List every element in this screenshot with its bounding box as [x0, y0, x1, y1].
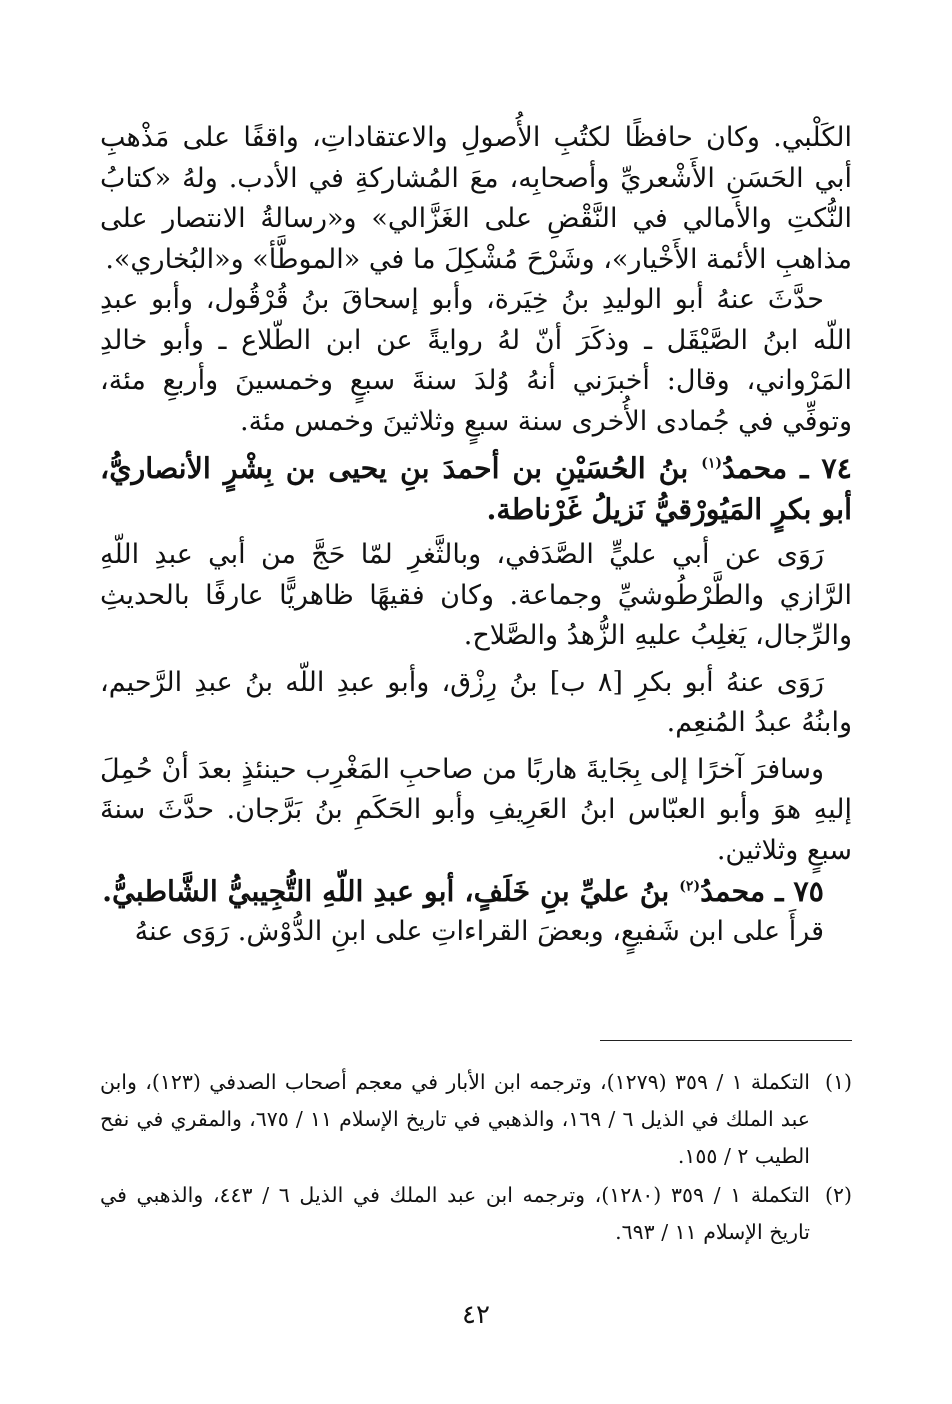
- paragraph-1: الكَلْبي. وكان حافظًا لكتُبِ الأُصولِ والاعتقاداتِ، واقفًا على مَذْهبِ أبي الحَسَنِ الأَشْعريِّ وأصحابِه، معَ المُشاركةِ في الأدب. ولهُ «كتابُ النُّكتِ والأمالي في النَّقْضِ على الغَزَّالي» و«رسالةُ الانتصار على مذاهبِ الأئمة الأَخْيار»، وشَرْحَ مُشْكِلَ ما في «الموطَّأ» و«البُخاري».: [100, 122, 852, 275]
- entry-75-name: بنُ عليِّ بنِ خَلَفٍ، أبو عبدِ اللّهِ التُّجِيبيُّ الشَّاطبيُّ.: [102, 874, 670, 908]
- paragraph-2: حدَّثَ عنهُ أبو الوليدِ بنُ خِيَرة، وأبو إسحاقَ بنُ قُرْقُول، وأبو عبدِ اللّه ابنُ الصَّيْقَل ـ وذكَرَ أنّ لهُ روايةً عن ابن الطّلاع ـ وأبو خالدِ المَرْواني، وقال: أخبرَني أنهُ وُلدَ سنةَ سبعٍ وخمسينَ وأربعِ مئة، وتوفِّي في جُمادى الأُخرى سنة سبعٍ وثلاثينَ وخمس مئة.: [100, 284, 852, 437]
- footnote-number: (١): [824, 1070, 852, 1094]
- footnote-separator: [600, 1040, 852, 1041]
- entry-75-number: ٧٥ ـ محمدُ: [700, 874, 824, 908]
- page-number: ٤٢: [462, 1300, 490, 1330]
- main-text: [100, 118, 852, 952]
- footnotes: [100, 1064, 852, 1253]
- footnote-1: [100, 1064, 852, 1175]
- paragraph-4: رَوَى عنهُ أبو بكرِ [٨ ب] بنُ رِزْق، وأبو عبدِ اللّه بنُ عبدِ الرَّحيم، وابنُهُ عبدُ المُنعِم.: [100, 666, 852, 738]
- footnote-text: التكملة ١ / ٣٥٩ (١٢٧٩)، وترجمه ابن الأبار في معجم أصحاب الصدفي (١٢٣)، وابن عبد الملك في الذيل ٦ / ١٦٩، والذهبي في تاريخ الإسلام ١١ / ٦٧٥، والمقري في نفح الطيب ٢ / ١٥٥.: [100, 1070, 810, 1168]
- entry-74-number: ٧٤ ـ محمدُ: [722, 451, 852, 485]
- footnote-text: التكملة ١ / ٣٥٩ (١٢٨٠)، وترجمه ابن عبد الملك في الذيل ٦ / ٤٤٣، والذهبي في تاريخ الإسلام ١١ / ٦٩٣.: [100, 1183, 810, 1244]
- footnote-2: [100, 1177, 852, 1251]
- paragraph-3: رَوَى عن أبي عليٍّ الصَّدَفي، وبالثَّغرِ لمّا حَجَّ من أبي عبدِ اللّهِ الرَّازي والطَّرْطُوشيِّ وجماعة. وكان فقيهًا ظاهريًّا عارفًا بالحديثِ والرِّجال، يَغلِبُ عليهِ الزُّهدُ والصَّلاح.: [100, 539, 852, 651]
- footnote-ref-1: (١): [701, 455, 723, 472]
- footnote-ref-2: (٢): [679, 878, 701, 895]
- entry-74-heading: [100, 448, 852, 529]
- entry-75-heading: [100, 871, 852, 912]
- entry-74-name: بنُ الحُسَيْنِ بن أحمدَ بنِ يحيى بن بِشْرٍ الأنصاريُّ، أبو بكرٍ المَيُورْقيُّ نَزيلُ غَرْناطة.: [100, 451, 852, 526]
- paragraph-5: وسافرَ آخرًا إلى بِجَايةَ هاربًا من صاحبِ المَغْرِب حينئذٍ بعدَ أنْ حُمِلَ إليهِ هوَ وأبو العبّاس ابنُ العَرِيفِ وأبو الحَكَمِ بنُ بَرَّجان. حدَّثَ سنةَ سبعٍ وثلاثين.: [100, 753, 852, 866]
- footnote-number: (٢): [824, 1183, 852, 1207]
- paragraph-6: قرأَ على ابن شَفيعٍ، وبعضَ القراءاتِ على ابنِ الدُّوْش. رَوَى عنهُ: [134, 915, 824, 947]
